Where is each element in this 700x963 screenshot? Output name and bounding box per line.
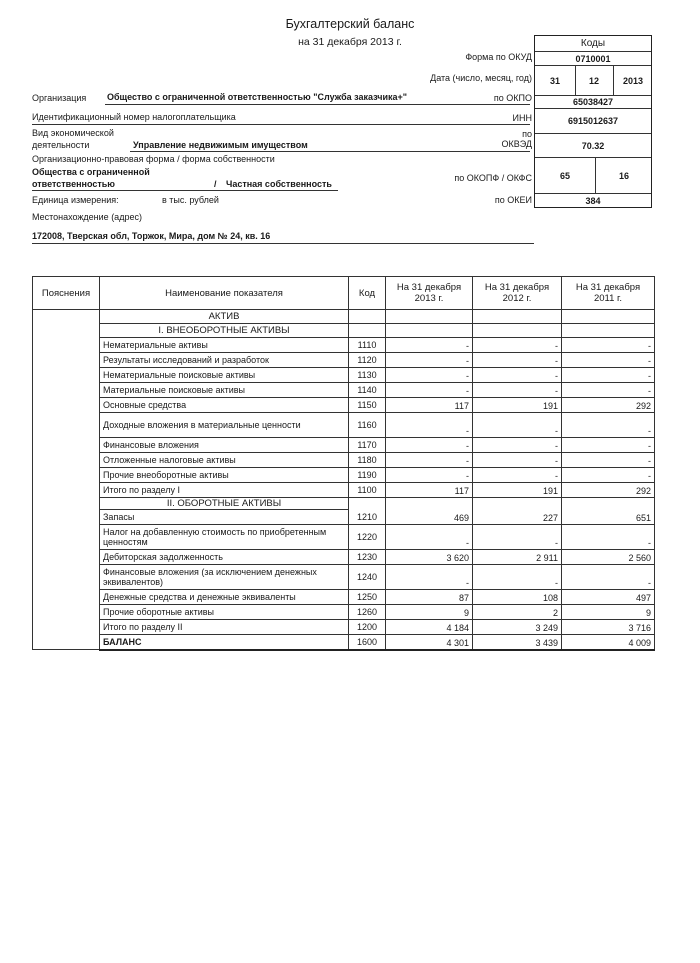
unit-value: в тыс. рублей — [162, 195, 219, 205]
table-cell — [473, 498, 562, 510]
row-value: - — [562, 564, 655, 589]
section-row-1 — [33, 324, 655, 338]
table-cell — [473, 310, 562, 324]
okopf-okfs-label: по ОКОПФ / ОКФС — [454, 173, 532, 183]
legal-form-value-2: ответственностью — [32, 179, 115, 189]
row-value: - — [473, 413, 562, 438]
row-value: - — [562, 438, 655, 453]
row-value: 3 620 — [386, 549, 473, 564]
inn-code: 6915012637 — [535, 109, 651, 134]
table-row — [33, 564, 655, 589]
row-code: 1160 — [349, 413, 386, 438]
org-name: Общество с ограниченной ответственностью "Служба заказчика+" — [107, 92, 408, 102]
row-name: Дебиторская задолженность — [100, 549, 349, 564]
table-row-subtotal-1 — [33, 483, 655, 498]
col-header-2013: На 31 декабря 2013 г. — [386, 277, 473, 310]
table-cell — [33, 524, 100, 549]
table-row — [33, 353, 655, 368]
row-value: - — [473, 453, 562, 468]
section-1-heading: I. ВНЕОБОРОТНЫЕ АКТИВЫ — [100, 324, 349, 338]
row-value: 469 — [386, 510, 473, 525]
table-cell — [33, 353, 100, 368]
row-name: Материальные поисковые активы — [100, 383, 349, 398]
activity-value: Управление недвижимым имуществом — [133, 140, 308, 150]
table-row — [33, 368, 655, 383]
ownership-value: Частная собственность — [226, 179, 332, 189]
row-value: - — [386, 368, 473, 383]
table-cell — [33, 619, 100, 634]
table-cell — [33, 383, 100, 398]
row-name: Нематериальные активы — [100, 338, 349, 353]
row-name: Основные средства — [100, 398, 349, 413]
row-name: Прочие оборотные активы — [100, 604, 349, 619]
row-value: - — [473, 524, 562, 549]
document-title: Бухгалтерский баланс — [285, 17, 415, 31]
row-value: 2 — [473, 604, 562, 619]
row-value: 227 — [473, 510, 562, 525]
row-name: Итого по разделу II — [100, 619, 349, 634]
row-name: БАЛАНС — [100, 634, 349, 650]
table-row — [33, 383, 655, 398]
row-value: 4 184 — [386, 619, 473, 634]
okved-label-top: по — [522, 129, 532, 139]
table-cell — [562, 498, 655, 510]
table-cell — [349, 324, 386, 338]
table-row — [33, 438, 655, 453]
row-code: 1250 — [349, 589, 386, 604]
row-value: 3 716 — [562, 619, 655, 634]
row-value: - — [562, 468, 655, 483]
row-code: 1260 — [349, 604, 386, 619]
org-label: Организация — [32, 93, 87, 103]
okud-label: Форма по ОКУД — [465, 52, 532, 62]
row-value: - — [473, 338, 562, 353]
table-cell — [33, 483, 100, 498]
row-name: Нематериальные поисковые активы — [100, 368, 349, 383]
table-cell — [33, 589, 100, 604]
row-value: 117 — [386, 398, 473, 413]
row-value: - — [562, 524, 655, 549]
table-cell — [386, 498, 473, 510]
row-value: 292 — [562, 398, 655, 413]
table-cell — [33, 549, 100, 564]
table-row — [33, 398, 655, 413]
address-label: Местонахождение (адрес) — [32, 212, 142, 222]
okud-code: 0710001 — [535, 52, 651, 66]
row-value: - — [562, 338, 655, 353]
row-name: Денежные средства и денежные эквиваленты — [100, 589, 349, 604]
table-cell — [386, 310, 473, 324]
row-code: 1230 — [349, 549, 386, 564]
table-row — [33, 413, 655, 438]
table-cell — [33, 368, 100, 383]
row-value: - — [473, 383, 562, 398]
row-value: - — [386, 383, 473, 398]
row-value: 2 560 — [562, 549, 655, 564]
table-cell — [33, 468, 100, 483]
row-value: 117 — [386, 483, 473, 498]
section-2-heading: II. ОБОРОТНЫЕ АКТИВЫ — [100, 498, 349, 510]
table-cell — [562, 310, 655, 324]
activity-label-2: деятельности — [32, 140, 90, 150]
row-name: Отложенные налоговые активы — [100, 453, 349, 468]
okopf-okfs-row — [535, 158, 651, 194]
okei-code: 384 — [585, 196, 601, 206]
okei-label: по ОКЕИ — [494, 195, 532, 205]
row-code: 1140 — [349, 383, 386, 398]
balance-table — [32, 276, 655, 651]
row-value: 4 009 — [562, 634, 655, 650]
table-cell — [33, 634, 100, 650]
table-cell — [473, 324, 562, 338]
row-code: 1150 — [349, 398, 386, 413]
legal-form-value: Общества с ограниченной — [32, 167, 150, 177]
table-cell — [33, 604, 100, 619]
table-cell — [349, 310, 386, 324]
table-row — [33, 549, 655, 564]
row-value: - — [473, 368, 562, 383]
row-value: - — [386, 413, 473, 438]
table-cell — [562, 324, 655, 338]
codes-header: Коды — [535, 36, 651, 52]
row-code: 1210 — [349, 510, 386, 525]
date-label: Дата (число, месяц, год) — [430, 73, 532, 83]
row-value: - — [386, 453, 473, 468]
ownership-separator: / — [214, 179, 217, 189]
table-row — [33, 604, 655, 619]
table-row — [33, 510, 655, 525]
row-value: - — [473, 564, 562, 589]
row-value: - — [386, 524, 473, 549]
row-name: Результаты исследований и разработок — [100, 353, 349, 368]
table-cell — [386, 324, 473, 338]
table-row — [33, 468, 655, 483]
row-code: 1200 — [349, 619, 386, 634]
document-date-line: на 31 декабря 2013 г. — [298, 36, 402, 48]
row-value: - — [473, 353, 562, 368]
row-value: - — [386, 438, 473, 453]
col-header-name: Наименование показателя — [100, 277, 349, 310]
okopf-code: 65 — [559, 170, 570, 181]
row-value: 292 — [562, 483, 655, 498]
date-month: 12 — [588, 75, 599, 86]
row-code: 1240 — [349, 564, 386, 589]
row-code: 1130 — [349, 368, 386, 383]
row-name: Финансовые вложения (за исключением денежных эквивалентов) — [100, 564, 349, 589]
okfs-code: 16 — [618, 170, 629, 181]
row-code: 1120 — [349, 353, 386, 368]
table-cell — [33, 310, 100, 324]
row-code: 1180 — [349, 453, 386, 468]
table-row — [33, 453, 655, 468]
table-cell — [33, 438, 100, 453]
row-value: 2 911 — [473, 549, 562, 564]
okved-label: ОКВЭД — [501, 139, 532, 149]
row-name: Финансовые вложения — [100, 438, 349, 453]
row-value: - — [386, 564, 473, 589]
row-code: 1100 — [349, 483, 386, 498]
table-row — [33, 524, 655, 549]
row-value: - — [562, 368, 655, 383]
table-cell — [33, 398, 100, 413]
table-cell — [33, 413, 100, 438]
row-value: 651 — [562, 510, 655, 525]
table-cell — [33, 324, 100, 338]
okpo-code: 65038427 — [535, 96, 651, 109]
col-header-code: Код — [349, 277, 386, 310]
row-value: - — [562, 413, 655, 438]
unit-label: Единица измерения: — [32, 195, 119, 205]
row-value: 191 — [473, 398, 562, 413]
col-header-2011: На 31 декабря 2011 г. — [562, 277, 655, 310]
row-value: 87 — [386, 589, 473, 604]
table-row — [33, 338, 655, 353]
table-header-row — [33, 277, 655, 310]
row-value: 3 439 — [473, 634, 562, 650]
row-code: 1190 — [349, 468, 386, 483]
row-value: - — [562, 353, 655, 368]
okpo-label: по ОКПО — [493, 93, 532, 103]
table-cell — [349, 498, 386, 510]
table-cell — [33, 510, 100, 525]
table-row-subtotal-2 — [33, 619, 655, 634]
col-header-explanations: Пояснения — [33, 277, 100, 310]
date-code-row — [535, 66, 651, 96]
table-row — [33, 589, 655, 604]
table-cell — [33, 498, 100, 510]
table-cell — [33, 564, 100, 589]
row-value: - — [473, 468, 562, 483]
row-value: - — [562, 383, 655, 398]
codes-box — [534, 35, 652, 208]
row-name: Доходные вложения в материальные ценности — [100, 413, 349, 438]
inn-code-label: ИНН — [512, 113, 532, 123]
row-name: Запасы — [100, 510, 349, 525]
row-value: 9 — [562, 604, 655, 619]
row-code: 1110 — [349, 338, 386, 353]
row-name: Итого по разделу I — [100, 483, 349, 498]
row-name: Прочие внеоборотные активы — [100, 468, 349, 483]
date-year: 2013 — [622, 75, 644, 86]
row-value: 9 — [386, 604, 473, 619]
legal-form-label: Организационно-правовая форма / форма собственности — [32, 154, 275, 164]
section-row-aktiv — [33, 310, 655, 324]
row-value: - — [562, 453, 655, 468]
row-code: 1600 — [349, 634, 386, 650]
row-code: 1220 — [349, 524, 386, 549]
table-row-balance — [33, 634, 655, 650]
table-cell — [33, 338, 100, 353]
row-value: 4 301 — [386, 634, 473, 650]
address-value: 172008, Тверская обл, Торжок, Мира, дом № 24, кв. 16 — [32, 231, 271, 241]
row-name: Налог на добавленную стоимость по приобретенным ценностям — [100, 524, 349, 549]
row-value: 108 — [473, 589, 562, 604]
date-day: 31 — [549, 75, 560, 86]
section-row-2 — [33, 498, 655, 510]
row-value: - — [386, 338, 473, 353]
row-value: - — [386, 468, 473, 483]
table-cell — [33, 453, 100, 468]
row-value: - — [386, 353, 473, 368]
row-value: 191 — [473, 483, 562, 498]
row-value: 3 249 — [473, 619, 562, 634]
inn-label: Идентификационный номер налогоплательщика — [32, 112, 236, 122]
col-header-2012: На 31 декабря 2012 г. — [473, 277, 562, 310]
aktiv-heading: АКТИВ — [100, 310, 349, 324]
row-value: - — [473, 438, 562, 453]
row-value: 497 — [562, 589, 655, 604]
okved-code: 70.32 — [535, 134, 651, 158]
row-code: 1170 — [349, 438, 386, 453]
activity-label: Вид экономической — [32, 128, 114, 138]
